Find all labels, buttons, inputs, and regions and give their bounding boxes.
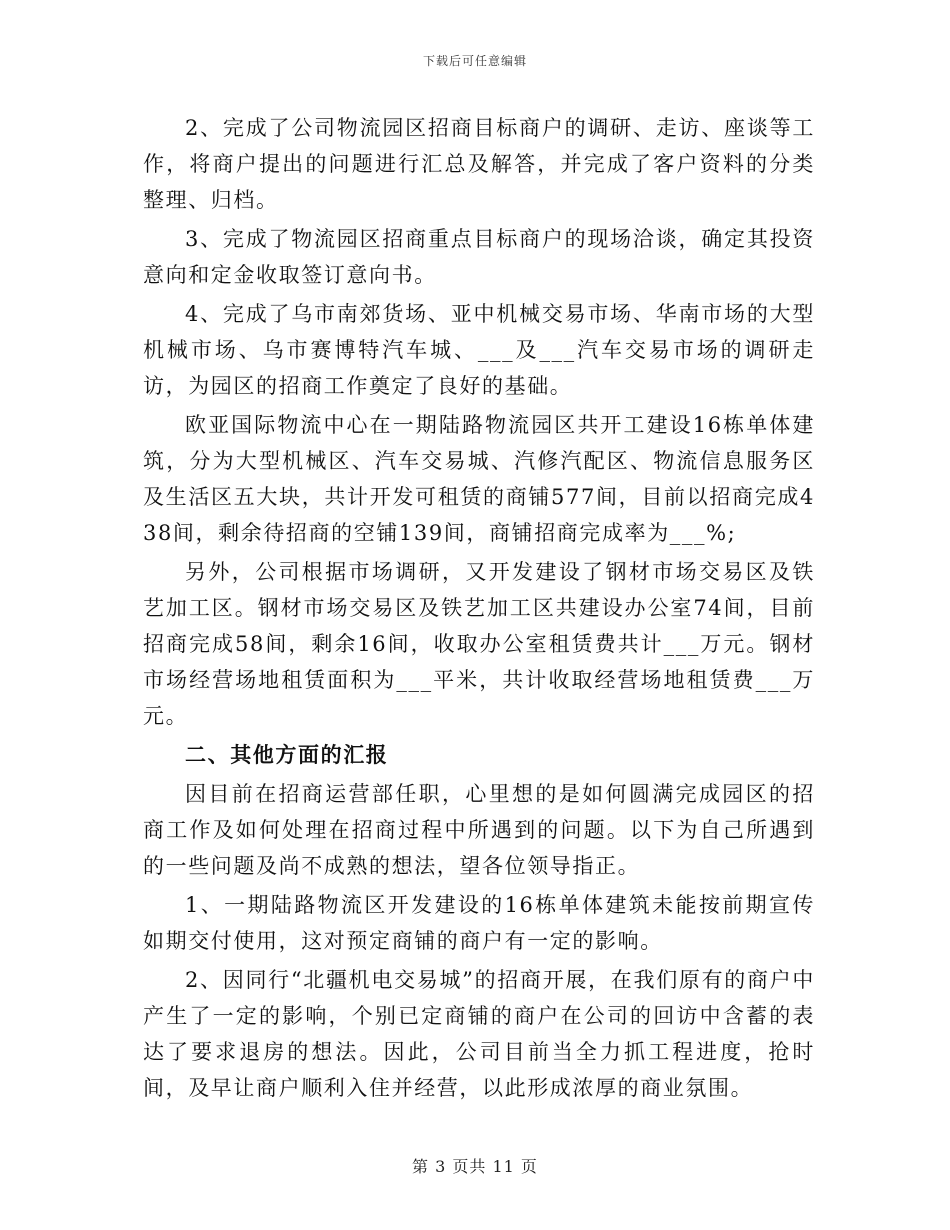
- page-number: 第 3 页共 11 页: [412, 1157, 538, 1176]
- paragraph-item-3: 3、完成了物流园区招商重点目标商户的现场洽谈，确定其投资意向和定金收取签订意向书。: [143, 227, 815, 287]
- paragraph-issue-1: 1、一期陆路物流区开发建设的16栋单体建筑未能按前期宣传如期交付使用，这对预定商铺的商户有一定的影响。: [143, 893, 815, 953]
- paragraph-intro: 因目前在招商运营部任职，心里想的是如何圆满完成园区的招商工作及如何处理在招商过程中所遇到的问题。以下为自己所遇到的一些问题及尚不成熟的想法，望各位领导指正。: [143, 782, 815, 878]
- paragraph-item-2: 2、完成了公司物流园区招商目标商户的调研、走访、座谈等工作，将商户提出的问题进行汇总及解答，并完成了客户资料的分类整理、归档。: [143, 116, 815, 212]
- document-body: [143, 110, 815, 1109]
- section-heading: 二、其他方面的汇报: [185, 742, 389, 767]
- paragraph-issue-2: 2、因同行“北疆机电交易城”的招商开展，在我们原有的商户中产生了一定的影响，个别已定商铺的商户在公司的回访中含蓄的表达了要求退房的想法。因此，公司目前当全力抓工程进度，抢时间，及早让商户顺利入住并经营，以此形成浓厚的商业氛围。: [143, 968, 815, 1100]
- paragraph-item-4: 4、完成了乌市南郊货场、亚中机械交易市场、华南市场的大型机械市场、乌市赛博特汽车城、___及___汽车交易市场的调研走访，为园区的招商工作奠定了良好的基础。: [143, 302, 815, 398]
- paragraph-steel-market: 另外，公司根据市场调研，又开发建设了钢材市场交易区及铁艺加工区。钢材市场交易区及铁艺加工区共建设办公室74间，目前招商完成58间，剩余16间，收取办公室租赁费共计___万元。钢材市场经营场地租赁面积为___平米，共计收取经营场地租赁费___万元。: [143, 560, 815, 728]
- paragraph-logistics-center: 欧亚国际物流中心在一期陆路物流园区共开工建设16栋单体建筑，分为大型机械区、汽车交易城、汽修汽配区、物流信息服务区及生活区五大块，共计开发可租赁的商铺577间，目前以招商完成438间，剩余待招商的空铺139间，商铺招商完成率为___%;: [143, 413, 815, 545]
- page-header: 下载后可任意编辑: [422, 54, 527, 68]
